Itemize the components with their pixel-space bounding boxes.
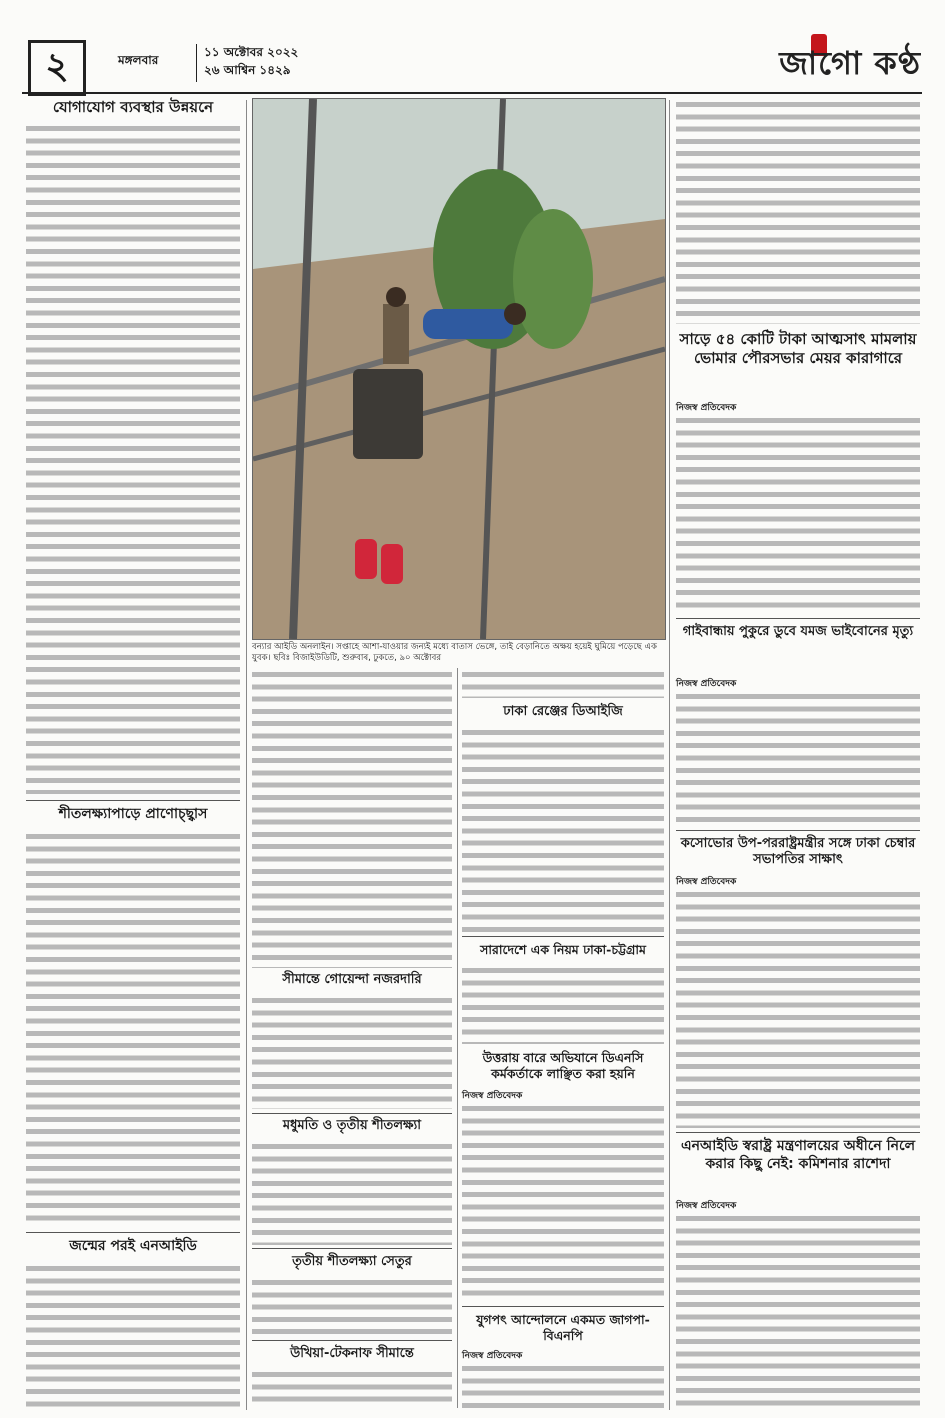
headline-ukhiya-teknaf: উখিয়া-টেকনাফ সীমান্তে — [290, 1346, 414, 1361]
article-body — [676, 414, 920, 614]
article-body — [252, 994, 452, 1109]
byline: নিজস্ব প্রতিবেদক — [676, 877, 737, 887]
headline-dhaka-chattogram: সারাদেশে এক নিয়ম ঢাকা-চট্টগ্রাম — [480, 942, 646, 957]
date-bengali: ২৬ আশ্বিন ১৪২৯ — [204, 63, 291, 77]
article-body — [26, 122, 240, 794]
byline: নিজস্ব প্রতিবেদক — [462, 1091, 523, 1101]
article-body — [26, 1262, 240, 1408]
masthead-rule — [22, 92, 922, 94]
headline-dig-dhaka-range: ঢাকা রেঞ্জের ডিআইজি — [503, 704, 623, 719]
article-body — [676, 98, 920, 324]
headline-kosovo-meeting: কসোভোর উপ-পররাষ্ট্রমন্ত্রীর সঙ্গে ঢাকা চেম্বার সভাপতির সাক্ষাৎ — [680, 836, 916, 868]
headline-uttara-bar: উত্তরায় বারে অভিযানে ডিএনসি কর্মকর্তাকে লাঞ্ছিত করা হয়নি — [482, 1050, 644, 1081]
headline-madhumati: মধুমতি ও তৃতীয় শীতলক্ষ্যা — [282, 1118, 422, 1133]
article-body — [26, 830, 240, 1225]
date-divider — [196, 44, 197, 82]
headline-nid-commissioner: এনআইডি স্বরাষ্ট্র মন্ত্রণালয়ের অধীনে নিলে করার কিছু নেই: কমিশনার রাশেদা — [680, 1138, 916, 1172]
photo-caption: বন্যার আইডি অনলাইন। সপ্তাহে আশা-যাওয়ার জন্যই মধ্যে বাতাস ভেঙ্গে, তাই বেড়ানিতে অক্ষয় হয়েই ঘুমিয়ে পড়েছে এক যুবক। ছবিঃ বিজাইউডিটি, শুরুবাৰ, ঢুকতে, ৯০ অক্টোবর — [252, 642, 657, 663]
headline-shitalakshya: শীতলক্ষ্যাপাড়ে প্রাণোচ্ছ্বাস — [58, 806, 208, 822]
article-body — [252, 668, 452, 968]
headline-nid-at-birth: জন্মের পরই এনআইডি — [69, 1238, 197, 1254]
byline: নিজস্ব প্রতিবেদক — [462, 1351, 523, 1361]
byline: নিজস্ব প্রতিবেদক — [676, 679, 737, 689]
article-body — [462, 726, 664, 932]
article-body — [462, 668, 664, 698]
article-body — [676, 1212, 920, 1408]
bridge-photo-illustration — [253, 99, 665, 639]
headline-gaibandha-drowning: গাইবান্ধায় পুকুরে ডুবে যমজ ভাইবোনের মৃত্যু — [682, 624, 914, 639]
headline-communication: যোগাযোগ ব্যবস্থার উন্নয়নে — [52, 98, 214, 116]
byline: নিজস্ব প্রতিবেদক — [676, 403, 737, 413]
article-body — [462, 964, 664, 1044]
date-gregorian: ১১ অক্টোবর ২০২২ — [204, 45, 299, 59]
day-label: মঙ্গলবার — [118, 53, 159, 67]
headline-bhomar-mayor: সাড়ে ৫৪ কোটি টাকা আত্মসাৎ মামলায় ভোমার পৌরসভার মেয়র কারাগারে — [679, 330, 917, 367]
news-photo — [252, 98, 666, 640]
article-body — [676, 690, 920, 826]
article-body — [462, 1362, 664, 1408]
article-body — [252, 1368, 452, 1408]
article-body — [252, 1140, 452, 1245]
article-body — [252, 1276, 452, 1336]
article-body — [676, 888, 920, 1128]
article-body — [462, 1102, 664, 1302]
headline-border-surveillance: সীমান্তে গোয়েন্দা নজরদারি — [282, 972, 422, 987]
headline-third-bridge: তৃতীয় শীতলক্ষ্যা সেতুর — [292, 1254, 412, 1269]
page-number: ২ — [28, 40, 86, 96]
byline: নিজস্ব প্রতিবেদক — [676, 1201, 737, 1211]
headline-jagpa-bnp: যুগপৎ আন্দোলনে একমত জাগপা-বিএনপি — [476, 1312, 650, 1343]
newspaper-logo: জাগো কণ্ঠ — [779, 44, 921, 82]
